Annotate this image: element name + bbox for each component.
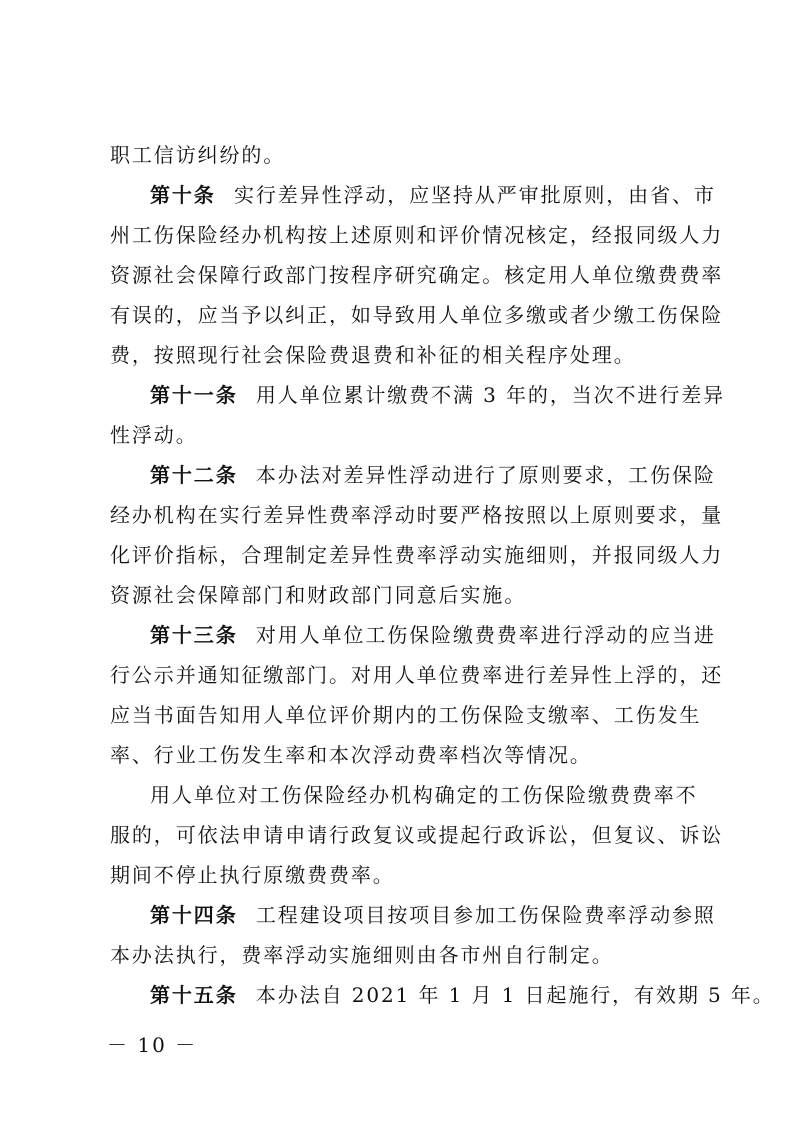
text-line (110, 342, 700, 368)
line-text: 化评价指标，合理制定差异性费率浮动实施细则，并报同级人力 (110, 543, 724, 567)
text-line (110, 262, 724, 288)
article-11-line (150, 382, 726, 408)
article-14-line (150, 902, 716, 928)
line-text: 服的，可依法申请申请行政复议或提起行政诉讼，但复议、诉讼 (110, 823, 724, 847)
text-line (110, 582, 700, 608)
page-number: － 10 － (107, 1033, 198, 1057)
text-line (110, 662, 724, 688)
paragraph-start-line (150, 782, 700, 808)
text-line (110, 542, 724, 568)
line-text: 本办法自 2021 年 1 月 1 日起施行，有效期 5 年。 (255, 983, 775, 1007)
text-line (110, 142, 700, 168)
text-line (110, 862, 700, 888)
line-text: 实行差异性浮动，应坚持从严审批原则，由省、市 (233, 183, 716, 207)
article-heading: 第十五条 (150, 983, 238, 1007)
line-text: 职工信访纠纷的。 (110, 143, 286, 167)
article-10-line (150, 182, 716, 208)
line-text: 本办法执行，费率浮动实施细则由各市州自行制定。 (110, 943, 614, 967)
article-13-line (150, 622, 716, 648)
line-text: 有误的，应当予以纠正，如导致用人单位多缴或者少缴工伤保险 (110, 303, 724, 327)
line-text: 用人单位对工伤保险经办机构确定的工伤保险缴费费率不 (150, 783, 698, 807)
line-text: 州工伤保险经办机构按上述原则和评价情况核定，经报同级人力 (110, 223, 724, 247)
article-15-line (150, 982, 775, 1008)
line-text: 费，按照现行社会保险费退费和补征的相关程序处理。 (110, 343, 636, 367)
text-line (110, 822, 724, 848)
line-text: 对用人单位工伤保险缴费费率进行浮动的应当进 (255, 623, 716, 647)
article-heading: 第十二条 (150, 463, 238, 487)
line-text: 率、行业工伤发生率和本次浮动费率档次等情况。 (110, 743, 592, 767)
text-line (110, 502, 724, 528)
text-line (110, 702, 700, 728)
line-text: 本办法对差异性浮动进行了原则要求，工伤保险 (255, 463, 716, 487)
article-heading: 第十一条 (150, 383, 238, 407)
line-text: 行公示并通知征缴部门。对用人单位费率进行差异性上浮的，还 (110, 663, 724, 687)
text-line (110, 422, 700, 448)
line-text: 工程建设项目按项目参加工伤保险费率浮动参照 (255, 903, 716, 927)
text-line (110, 942, 700, 968)
line-text: 应当书面告知用人单位评价期内的工伤保险支缴率、工伤发生 (110, 703, 702, 727)
text-line (110, 222, 724, 248)
line-text: 用人单位累计缴费不满 3 年的，当次不进行差异 (255, 383, 726, 407)
article-heading: 第十条 (150, 183, 216, 207)
line-text: 性浮动。 (110, 423, 198, 447)
text-line (110, 742, 700, 768)
line-text: 资源社会保障部门和财政部门同意后实施。 (110, 583, 527, 607)
line-text: 经办机构在实行差异性费率浮动时要严格按照以上原则要求，量 (110, 503, 724, 527)
line-text: 期间不停止执行原缴费费率。 (110, 863, 395, 887)
article-12-line (150, 462, 716, 488)
line-text: 资源社会保障行政部门按程序研究确定。核定用人单位缴费费率 (110, 263, 724, 287)
article-heading: 第十四条 (150, 903, 238, 927)
article-heading: 第十三条 (150, 623, 238, 647)
text-line (110, 302, 724, 328)
